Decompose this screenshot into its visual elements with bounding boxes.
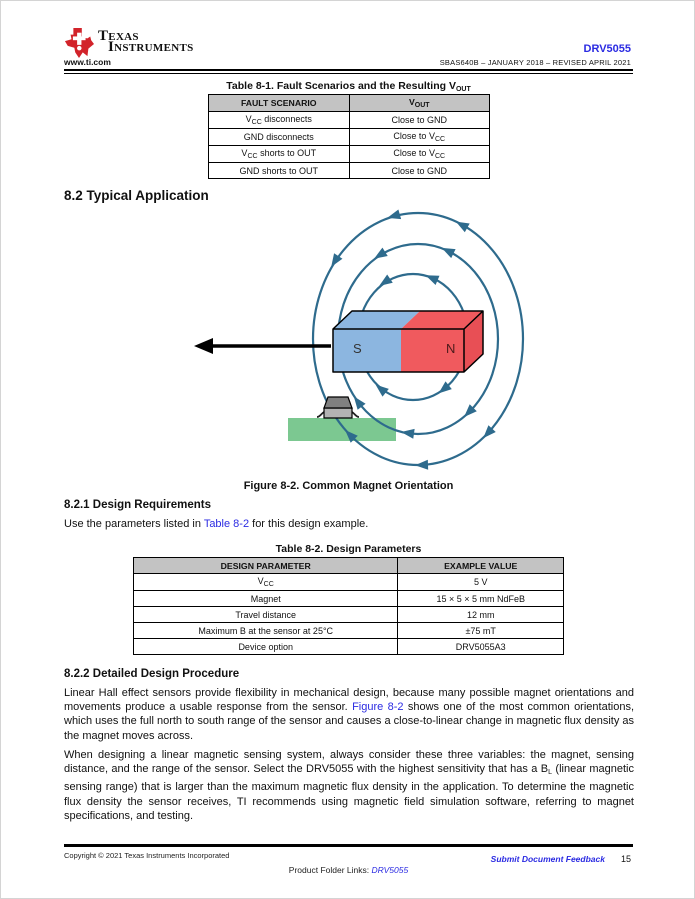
table-cell: Magnet [134, 591, 398, 607]
table-row [209, 112, 490, 129]
section-8-2-2-heading: 8.2.2 Detailed Design Procedure [64, 668, 240, 680]
design-procedure-paragraph-2: When designing a linear magnetic sensing system, always consider these three variables: the magnet, sensing distance, and the range of the sensor. Select the DRV5055 with the highest sensitivity that has a $B_L$ (linear magnetic sensing range) that is larger than the maximum magnetic flux density in the application. To determine the magnetic flux density the sensor receives, TI recommends using magnetic field simulation software, referring to magnet specifications, and testing. [64, 749, 634, 822]
table-cell: $V_{CC}$ disconnects [209, 112, 350, 129]
copyright-text: Copyright © 2021 Texas Instruments Incorporated [64, 851, 230, 860]
brand-wordmark [98, 28, 194, 55]
ti-logo-icon [64, 27, 94, 59]
website-label: www.ti.com [64, 57, 111, 67]
table-header-cell: DESIGN PARAMETER [134, 558, 398, 574]
table-cell: Close to GND [349, 112, 490, 129]
section-8-2-heading: 8.2 Typical Application [64, 188, 209, 203]
table-8-2-link[interactable]: Table 8-2 [203, 518, 250, 530]
table-cell: Maximum B at the sensor at 25°C [134, 623, 398, 639]
table-cell: $V_{CC}$ shorts to OUT [209, 146, 350, 163]
table-row [209, 146, 490, 163]
table-cell: 5 V [398, 574, 564, 591]
table-header-row [134, 558, 564, 574]
table-8-1-title: Table 8-1. Fault Scenarios and the Resulting $V_{OUT}$ [226, 80, 471, 93]
submit-feedback-link[interactable]: Submit Document Feedback [490, 854, 605, 864]
table-header-cell: FAULT SCENARIO [209, 95, 350, 112]
motion-arrow [194, 338, 331, 354]
table-header-cell: $V_{OUT}$ [349, 95, 490, 112]
section-8-2-1-body: Use the parameters listed in Table 8-2 for this design example. [64, 518, 369, 530]
table-row [134, 639, 564, 655]
table-row [209, 129, 490, 146]
table-cell: Device option [134, 639, 398, 655]
table-cell: Close to $V_{CC}$ [349, 146, 490, 163]
bar-magnet [333, 311, 483, 372]
hall-sensor-package [317, 397, 359, 418]
fault-scenarios-table [208, 94, 490, 179]
product-folder-line [1, 865, 695, 875]
table-row [134, 623, 564, 639]
part-number-link[interactable]: DRV5055 [583, 43, 631, 55]
design-parameters-table [133, 557, 564, 655]
figure-8-2-link[interactable]: Figure 8-2 [352, 701, 404, 714]
table-cell: 15 × 5 × 5 mm NdFeB [398, 591, 564, 607]
table-header-row [209, 95, 490, 112]
page-number: 15 [620, 854, 631, 864]
table-row [134, 607, 564, 623]
table-cell: Close to $V_{CC}$ [349, 129, 490, 146]
section-8-2-1-heading: 8.2.1 Design Requirements [64, 499, 211, 511]
footer-rule [64, 844, 633, 847]
product-folder-label: Product Folder Links: [288, 865, 370, 875]
magnet-orientation-figure [186, 201, 536, 479]
south-pole-label: S [353, 341, 362, 356]
header-rule [64, 69, 633, 74]
table-cell: ±75 mT [398, 623, 564, 639]
figure-caption: Figure 8-2. Common Magnet Orientation [243, 480, 454, 492]
table-cell: GND shorts to OUT [209, 163, 350, 179]
table-row [134, 574, 564, 591]
table-header-cell: EXAMPLE VALUE [398, 558, 564, 574]
design-procedure-paragraph-1: Linear Hall effect sensors provide flexibility in mechanical design, because many possible magnet orientations and movements produce a usable response from the sensor. Figure 8-2 shows one of the most common orientations, which uses the full north to south range of the sensor and causes a close-to-linear change in magnetic flux density as the magnet moves across. [64, 687, 634, 742]
table-cell: Travel distance [134, 607, 398, 623]
doc-revision-text: SBAS640B – JANUARY 2018 – REVISED APRIL 2021 [439, 58, 631, 67]
table-cell: $V_{CC}$ [134, 574, 398, 591]
table-cell: 12 mm [398, 607, 564, 623]
table-row [209, 163, 490, 179]
table-cell: GND disconnects [209, 129, 350, 146]
table-8-2-title: Table 8-2. Design Parameters [275, 543, 422, 555]
table-cell: Close to GND [349, 163, 490, 179]
product-folder-link[interactable]: DRV5055 [371, 865, 409, 875]
table-row [134, 591, 564, 607]
brand-line-2: Instruments [108, 39, 194, 55]
north-pole-label: N [446, 341, 456, 356]
table-cell: DRV5055A3 [398, 639, 564, 655]
brand-line-1: Texas [98, 28, 139, 44]
